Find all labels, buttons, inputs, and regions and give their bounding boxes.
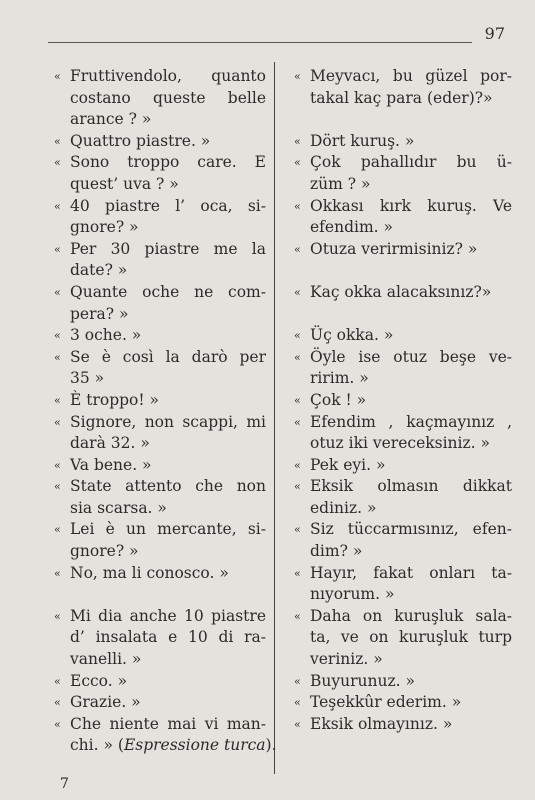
text-line: Eksik olmayınız. »: [310, 714, 453, 733]
italian-dialogue-entry: [54, 239, 266, 282]
italian-dialogue-entry: [54, 606, 266, 671]
turkish-dialogue-entry: [294, 563, 512, 606]
turkish-dialogue-entry: [294, 239, 512, 261]
text-line: ta, ve on kuruşluk turp: [310, 628, 512, 647]
turkish-dialogue-entry: [294, 325, 512, 347]
italian-dialogue-entry: [54, 692, 266, 714]
opening-quote-mark: «: [54, 696, 61, 710]
italian-dialogue-entry: [54, 563, 266, 585]
italian-dialogue-entry: [54, 152, 266, 195]
paragraph-gap: [294, 109, 512, 131]
paragraph-gap: [294, 304, 512, 326]
italian-column: [54, 66, 277, 757]
italian-dialogue-entry: [54, 455, 266, 477]
opening-quote-mark: «: [54, 329, 61, 343]
text-line: ririm. »: [310, 369, 369, 388]
turkish-dialogue-entry: [294, 196, 512, 239]
italian-dialogue-entry: [54, 347, 266, 390]
text-line: Efendim , kaçmayınız ,: [310, 412, 512, 431]
opening-quote-mark: «: [54, 717, 61, 731]
opening-quote-mark: «: [294, 717, 301, 731]
text-line: Quante oche ne com-: [70, 282, 266, 301]
turkish-dialogue-entry: [294, 66, 512, 109]
text-line: darà 32. »: [70, 434, 150, 453]
text-line: züm ? »: [310, 174, 371, 193]
text-line: vanelli. »: [70, 650, 142, 669]
text-line: ediniz. »: [310, 498, 377, 517]
text-line: efendim. »: [310, 218, 393, 237]
italian-dialogue-entry: [54, 412, 266, 455]
opening-quote-mark: «: [294, 242, 301, 256]
italian-dialogue-entry: [54, 390, 266, 412]
opening-quote-mark: «: [54, 566, 61, 580]
opening-quote-mark: «: [294, 70, 301, 83]
text-line: Fruttivendolo, quanto: [70, 67, 266, 85]
text-line: quest’ uva ? »: [70, 174, 179, 193]
text-line: pera? »: [70, 304, 129, 323]
italian-dialogue-entry: [54, 196, 266, 239]
text-line: 35 »: [70, 369, 105, 388]
turkish-dialogue-entry: [294, 455, 512, 477]
text-line: Che niente mai vi man-: [70, 714, 266, 733]
text-line: Çok ! »: [310, 390, 367, 409]
opening-quote-mark: «: [54, 70, 61, 83]
text-line: veriniz. »: [310, 650, 383, 669]
opening-quote-mark: «: [54, 480, 61, 494]
text-line: Se è così la darò per: [70, 347, 266, 366]
turkish-dialogue-entry: [294, 282, 512, 304]
text-line: Per 30 piastre me la: [70, 239, 266, 258]
text-line: Üç okka. »: [310, 326, 394, 345]
text-line: otuz iki vereceksiniz. »: [310, 434, 490, 453]
text-line: nıyorum. »: [310, 585, 395, 604]
opening-quote-mark: «: [54, 156, 61, 170]
opening-quote-mark: «: [54, 393, 61, 407]
turkish-column: [294, 66, 512, 735]
italian-dialogue-entry: [54, 714, 277, 757]
text-line: Signore, non scappi, mi: [70, 412, 266, 431]
text-line: Hayır, fakat onları ta-: [310, 563, 512, 582]
turkish-dialogue-entry: [294, 152, 512, 195]
header-rule: [48, 42, 472, 43]
italian-dialogue-entry: [54, 66, 266, 131]
column-divider: [274, 62, 275, 774]
text-line: Öyle ise otuz beşe ve-: [310, 347, 512, 366]
text-line: costano queste belle: [70, 88, 266, 107]
opening-quote-mark: «: [294, 199, 301, 213]
turkish-dialogue-entry: [294, 671, 512, 693]
text-line: Çok pahallıdır bu ü-: [310, 153, 512, 172]
turkish-dialogue-entry: [294, 692, 512, 714]
text-line: Otuza verirmisiniz? »: [310, 239, 478, 258]
turkish-dialogue-entry: [294, 606, 512, 671]
text-line: No, ma li conosco. »: [70, 563, 229, 582]
text-line: Grazie. »: [70, 693, 141, 712]
opening-quote-mark: «: [294, 329, 301, 343]
text-line: Lei è un mercante, si-: [70, 520, 266, 539]
opening-quote-mark: «: [294, 566, 301, 580]
opening-quote-mark: «: [294, 458, 301, 472]
italian-dialogue-entry: [54, 519, 266, 562]
italian-dialogue-entry: [54, 476, 266, 519]
turkish-dialogue-entry: [294, 714, 512, 736]
text-line: date? »: [70, 261, 128, 280]
text-line: State attento che non: [70, 477, 266, 496]
text-line: Siz tüccarmısınız, efen-: [310, 520, 512, 539]
text-line: Va bene. »: [70, 455, 152, 474]
opening-quote-mark: «: [54, 285, 61, 299]
italian-dialogue-entry: [54, 325, 266, 347]
turkish-dialogue-entry: [294, 476, 512, 519]
page-number: 97: [484, 24, 505, 43]
opening-quote-mark: «: [294, 156, 301, 170]
italic-note: Espressione turca: [123, 736, 266, 755]
turkish-dialogue-entry: [294, 131, 512, 153]
text-line: d’ insalata e 10 di ra-: [70, 628, 266, 647]
paragraph-gap: [54, 584, 266, 606]
text-line: gnore? »: [70, 218, 139, 237]
turkish-dialogue-entry: [294, 519, 512, 562]
text-line: Daha on kuruşluk sala-: [310, 606, 512, 625]
opening-quote-mark: «: [294, 696, 301, 710]
opening-quote-mark: «: [294, 674, 301, 688]
opening-quote-mark: «: [54, 134, 61, 148]
text-line: Teşekkûr ederim. »: [310, 693, 462, 712]
text-line: Kaç okka alacaksınız?»: [310, 282, 492, 301]
opening-quote-mark: «: [294, 285, 301, 299]
text-line: Ecco. »: [70, 671, 128, 690]
opening-quote-mark: «: [294, 134, 301, 148]
text-line: Pek eyi. »: [310, 455, 386, 474]
paragraph-gap: [294, 260, 512, 282]
opening-quote-mark: «: [294, 393, 301, 407]
opening-quote-mark: «: [54, 350, 61, 364]
opening-quote-mark: «: [294, 480, 301, 494]
text-line: Sono troppo care. E: [70, 153, 266, 172]
text-line: sia scarsa. »: [70, 498, 167, 517]
opening-quote-mark: «: [54, 523, 61, 537]
opening-quote-mark: «: [54, 415, 61, 429]
opening-quote-mark: «: [54, 458, 61, 472]
opening-quote-mark: «: [54, 609, 61, 623]
text-line: Mi dia anche 10 piastre: [70, 606, 266, 625]
text-line: È troppo! »: [70, 390, 160, 409]
opening-quote-mark: «: [294, 523, 301, 537]
text-line: 40 piastre l’ oca, si-: [70, 196, 266, 215]
turkish-dialogue-entry: [294, 347, 512, 390]
opening-quote-mark: «: [54, 674, 61, 688]
opening-quote-mark: «: [54, 242, 61, 256]
italian-dialogue-entry: [54, 282, 266, 325]
text-line: takal kaç para (eder)?»: [310, 88, 493, 107]
opening-quote-mark: «: [294, 415, 301, 429]
text-line: Buyurunuz. »: [310, 671, 415, 690]
text-line: dim? »: [310, 542, 363, 561]
text-line: Dört kuruş. »: [310, 131, 415, 150]
opening-quote-mark: «: [294, 609, 301, 623]
turkish-dialogue-entry: [294, 390, 512, 412]
turkish-dialogue-entry: [294, 412, 512, 455]
text-line: 3 oche. »: [70, 326, 142, 345]
text-line: chi. » (Espressione turca).: [70, 736, 277, 755]
text-line: Eksik olmasın dikkat: [310, 477, 512, 496]
text-line: Meyvacı, bu güzel por-: [310, 67, 512, 85]
text-line: Okkası kırk kuruş. Ve: [310, 196, 512, 215]
signature-mark: 7: [60, 776, 69, 792]
opening-quote-mark: «: [54, 199, 61, 213]
italian-dialogue-entry: [54, 131, 266, 153]
text-line: arance ? »: [70, 110, 152, 129]
italian-dialogue-entry: [54, 671, 266, 693]
opening-quote-mark: «: [294, 350, 301, 364]
text-line: Quattro piastre. »: [70, 131, 211, 150]
text-line: gnore? »: [70, 542, 139, 561]
